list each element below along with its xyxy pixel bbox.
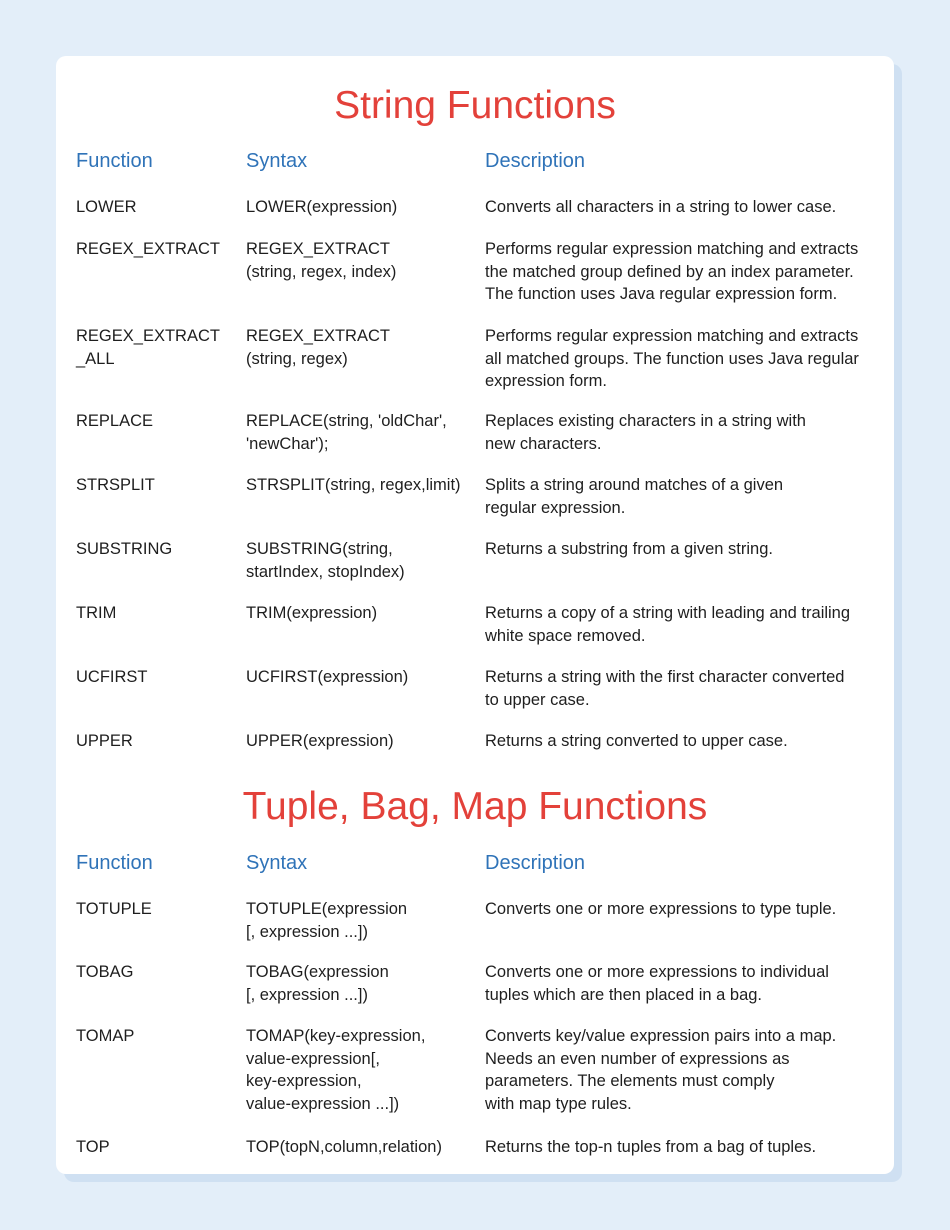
tuple-row-top-function: TOP xyxy=(76,1138,110,1156)
tuple-row-tomap-function: TOMAP xyxy=(76,1027,135,1045)
tuple-header-function: Function xyxy=(76,852,153,874)
string-row-regex-extract-description: Performs regular expression matching and extracts the matched group defined by an index parameter. The function uses Java regular expression form. xyxy=(485,240,859,303)
tuple-row-top-syntax: TOP(topN,column,relation) xyxy=(246,1138,442,1156)
string-row-upper-function: UPPER xyxy=(76,732,133,750)
tuple-row-totuple-function: TOTUPLE xyxy=(76,900,152,918)
string-row-upper-syntax: UPPER(expression) xyxy=(246,732,394,750)
string-row-substring-description: Returns a substring from a given string. xyxy=(485,540,773,558)
tuple-row-tomap-syntax: TOMAP(key-expression, value-expression[, key-expression, value-expression ...]) xyxy=(246,1027,426,1113)
string-row-regex-extract-all-description: Performs regular expression matching and extracts all matched groups. The function uses Java regular expression form. xyxy=(485,327,859,390)
tuple-row-tomap-description: Converts key/value expression pairs into a map. Needs an even number of expressions as parameters. The elements must comply with map type rules. xyxy=(485,1027,837,1113)
reference-card xyxy=(56,56,894,1174)
string-header-description: Description xyxy=(485,150,586,172)
string-row-ucfirst-description: Returns a string with the first character converted to upper case. xyxy=(485,668,845,709)
tuple-functions-title: Tuple, Bag, Map Functions xyxy=(242,785,708,828)
string-row-strsplit-syntax: STRSPLIT(string, regex,limit) xyxy=(246,476,461,494)
tuple-row-tobag-description: Converts one or more expressions to individual tuples which are then placed in a bag. xyxy=(485,963,829,1004)
tuple-row-tobag-syntax: TOBAG(expression [, expression ...]) xyxy=(246,963,389,1004)
string-row-lower-description: Converts all characters in a string to lower case. xyxy=(485,198,837,216)
string-row-regex-extract-all-function: REGEX_EXTRACT _ALL xyxy=(76,327,220,368)
tuple-row-tobag-function: TOBAG xyxy=(76,963,134,981)
string-row-upper-description: Returns a string converted to upper case. xyxy=(485,732,788,750)
string-row-replace-syntax: REPLACE(string, 'oldChar', 'newChar'); xyxy=(246,412,447,453)
tuple-row-totuple-syntax: TOTUPLE(expression [, expression ...]) xyxy=(246,900,408,941)
string-row-regex-extract-all-syntax: REGEX_EXTRACT (string, regex) xyxy=(246,327,390,368)
tuple-row-top-description: Returns the top-n tuples from a bag of tuples. xyxy=(485,1138,817,1156)
tuple-header-syntax: Syntax xyxy=(246,852,308,874)
string-row-lower-syntax: LOWER(expression) xyxy=(246,198,398,216)
string-row-regex-extract-syntax: REGEX_EXTRACT (string, regex, index) xyxy=(246,240,397,281)
string-row-regex-extract-function: REGEX_EXTRACT xyxy=(76,240,220,258)
string-row-substring-syntax: SUBSTRING(string, startIndex, stopIndex) xyxy=(246,540,405,581)
string-row-lower-function: LOWER xyxy=(76,198,137,216)
string-header-syntax: Syntax xyxy=(246,150,308,172)
string-row-substring-function: SUBSTRING xyxy=(76,540,173,558)
string-row-ucfirst-syntax: UCFIRST(expression) xyxy=(246,668,409,686)
string-row-strsplit-description: Splits a string around matches of a given regular expression. xyxy=(485,476,784,517)
tuple-header-description: Description xyxy=(485,852,586,874)
string-row-strsplit-function: STRSPLIT xyxy=(76,476,155,494)
string-row-trim-description: Returns a copy of a string with leading and trailing white space removed. xyxy=(485,604,851,645)
string-row-replace-function: REPLACE xyxy=(76,412,154,430)
string-functions-title: String Functions xyxy=(334,84,616,127)
string-row-trim-function: TRIM xyxy=(76,604,117,622)
tuple-row-totuple-description: Converts one or more expressions to type tuple. xyxy=(485,900,837,918)
string-row-replace-description: Replaces existing characters in a string with new characters. xyxy=(485,412,806,453)
string-row-trim-syntax: TRIM(expression) xyxy=(246,604,378,622)
string-header-function: Function xyxy=(76,150,153,172)
string-row-ucfirst-function: UCFIRST xyxy=(76,668,148,686)
